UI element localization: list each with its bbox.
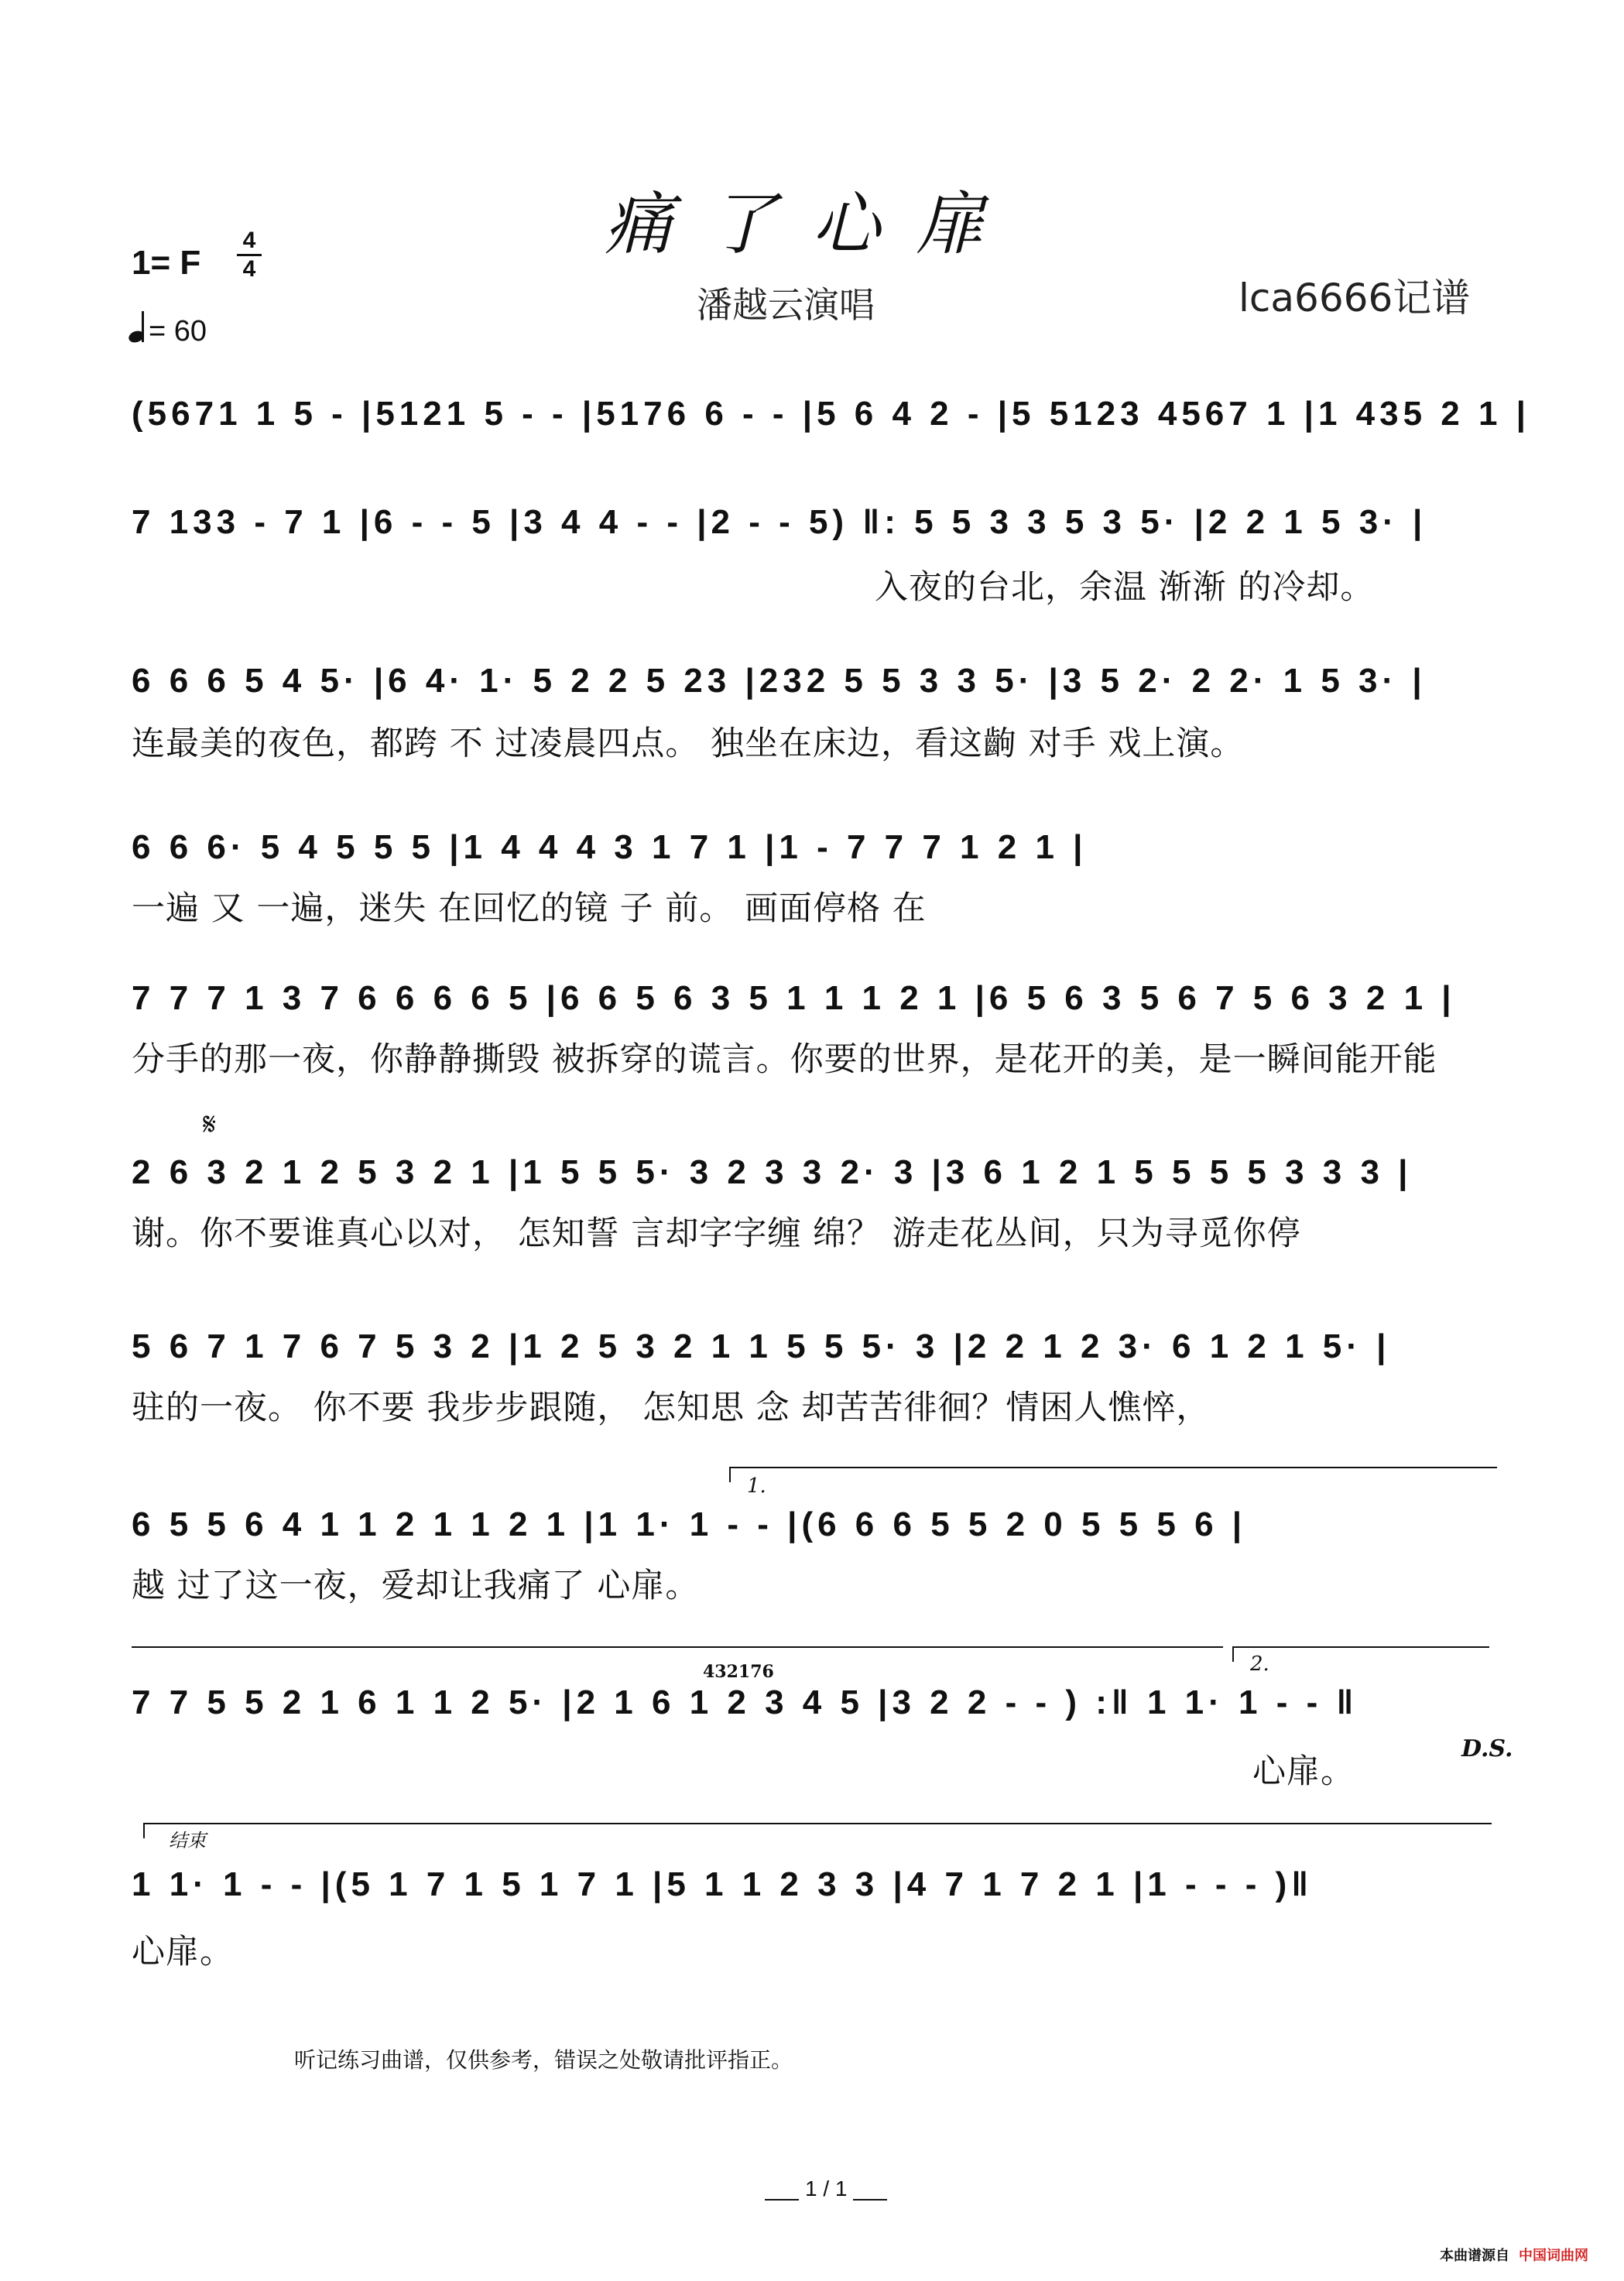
notation-line: 5 6 7 1 7 6 7 5 3 2 |1 2 5 3 2 1 1 5 5 5· 3 |2 2 1 2 3· 6 1 2 1 5· | [132,1327,1391,1365]
score-system-10 [132,1865,1498,1981]
lyrics-line: 连最美的夜色，都跨 不 过凌晨四点。 独坐在床边，看这齣 对手 戏上演。 [132,724,1245,763]
tempo-marking [128,311,207,348]
source-label: 本曲谱源自 [1440,2248,1509,2264]
notation-line: 7 7 7 1 3 7 6 6 6 6 5 |6 6 5 6 3 5 1 1 1 2 1 |6 5 6 3 5 6 7 5 6 3 2 1 | [132,979,1456,1017]
lyrics-line: 入夜的台北，余温 渐渐 的冷却。 [875,568,1375,607]
score-system-2 [132,503,1498,619]
notation-line: 2 6 3 2 1 2 5 3 2 1 |1 5 5 5· 3 2 3 3 2· 3 |3 6 1 2 1 5 5 5 5 3 3 3 | [132,1153,1413,1191]
score-system-5 [132,979,1498,1095]
lyrics-line: 越 过了这一夜，爱却让我痛了 心扉。 [132,1567,700,1605]
lyrics-line: 谢。你不要谁真心以对， 怎知誓 言却字字缠 绵？ 游走花丛间，只为寻觅你停 [132,1214,1301,1253]
score-system-3 [132,662,1498,778]
volta-1-bracket [729,1467,1497,1482]
lyrics-line: 心扉。 [132,1933,234,1971]
disclaimer-note: 听记练习曲谱，仅供参考，错误之处敬请批评指正。 [294,2047,793,2073]
notation-line: 6 5 5 6 4 1 1 2 1 1 2 1 |1 1· 1 - - |(6 6 6 5 5 2 0 5 5 5 6 | [132,1505,1247,1543]
song-title: 痛了心扉 [604,184,1019,264]
score-system-6 [132,1153,1498,1269]
lyrics-line: 心扉。 [1252,1752,1355,1791]
segno-mark: 𝄋 [203,1107,217,1142]
volta-1-label: 1. [747,1474,766,1498]
score-system-1 [132,387,1530,457]
volta-2-bracket [1232,1646,1489,1662]
ds-mark: D.S. [1461,1735,1513,1762]
grace-notes: 432176 [703,1662,774,1682]
ending-label: 结束 [169,1830,206,1851]
notation-line: 7 133 - 7 1 |6 - - 5 |3 4 4 - - |2 - - 5) ‖: 5 5 3 3 5 3 5· |2 2 1 5 3· | [132,503,1427,541]
lyrics-line: 分手的那一夜，你静静撕毁 被拆穿的谎言。你要的世界，是花开的美，是一瞬间能开能 [132,1040,1437,1079]
notation-line: 6 6 6 5 4 5· |6 4· 1· 5 2 2 5 23 |232 5 5 3 3 5· |3 5 2· 2 2· 1 5 3· | [132,662,1427,700]
time-signature-numerator: 4 [242,228,256,253]
score-system-8 [132,1505,1498,1622]
transcriber-credit: lca6666记谱 [1239,276,1471,320]
tempo-value: = 60 [149,315,207,348]
volta-2-label: 2. [1250,1653,1269,1676]
time-signature [237,229,262,281]
page-number: 1 / 1 [759,2177,893,2201]
notation-line: 7 7 5 5 2 1 6 1 1 2 5· |2 1 6 1 2 3 4 5 |3 2 2 - - ) :‖ 1 1· 1 - - ‖ [132,1683,1358,1721]
score-system-4 [132,828,1498,944]
notation-line: 1 1· 1 - - |(5 1 7 1 5 1 7 1 |5 1 1 2 3 3 |4 7 1 7 2 1 |1 - - - )‖ [132,1865,1314,1903]
previous-volta-continuation [132,1646,1223,1662]
singer-credit: 潘越云演唱 [697,284,875,326]
source-site-link[interactable]: 中国词曲网 [1519,2248,1588,2264]
notation-line: 6 6 6· 5 4 5 5 5 |1 4 4 4 3 1 7 1 |1 - 7 7 7 1 2 1 | [132,828,1088,866]
ending-bracket [143,1823,1492,1838]
score-system-9 [132,1662,1498,1800]
key-signature: 1= F [132,244,201,282]
score-system-7 [132,1327,1498,1444]
lyrics-line: 一遍 又 一遍，迷失 在回忆的镜 子 前。 画面停格 在 [132,889,927,928]
notation-line: (5671 1 5 - |5121 5 - - |5176 6 - - |5 6 4 2 - |5 5123 4567 1 |1 435 2 1 | [132,395,1530,433]
time-signature-denominator: 4 [242,256,256,282]
lyrics-line: 驻的一夜。 你不要 我步步跟随， 怎知思 念 却苦苦徘徊？情困人憔悴， [132,1389,1211,1427]
